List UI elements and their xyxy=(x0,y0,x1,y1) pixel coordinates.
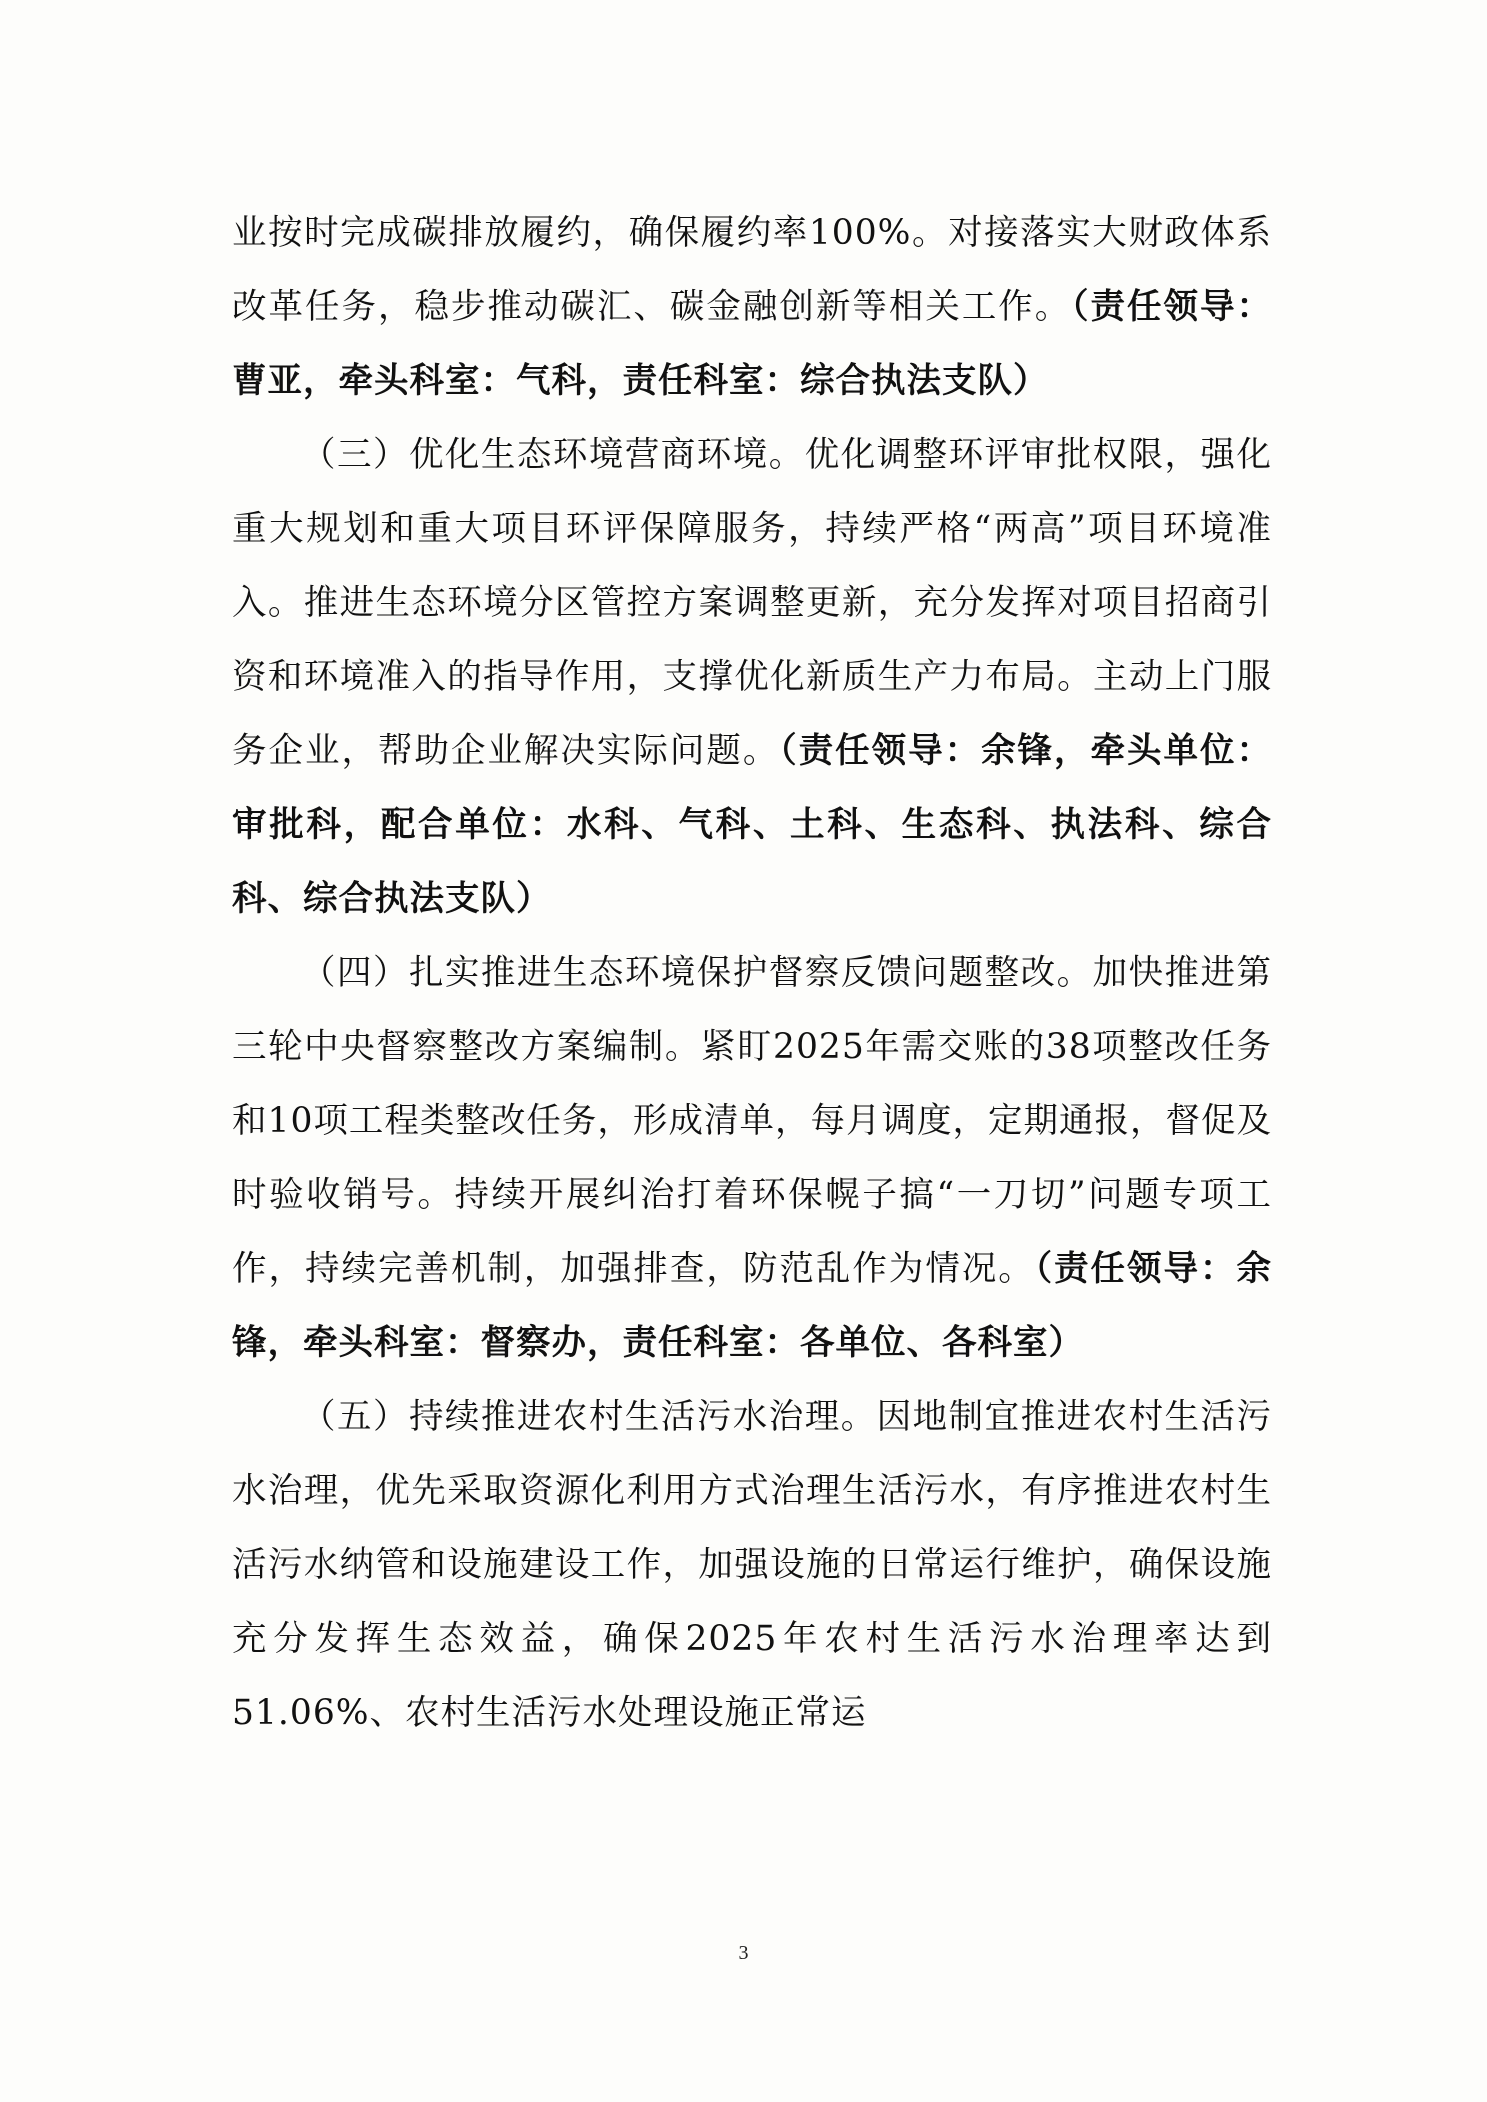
text-segment: 因地制宜推进农村生活污水治理，优先采取资源化利用方式治理生活污水，有序推进农村生活污水纳管和设施建设工作，加强设施的日常运行维护，确保设施充分发挥生态效益，确保2025年农村生活污水治理率达到51.06%、农村生活污水处理设施正常运 xyxy=(232,1397,1273,1733)
responsibility-note: （责任领导：余锋，牵头科室：督察办，责任科室：各单位、各科室） xyxy=(232,1249,1273,1363)
text-segment: 业按时完成碳排放履约，确保履约率100%。对接落实大财政体系改革任务，稳步推动碳汇、碳金融创新等相关工作。 xyxy=(232,213,1272,327)
responsibility-note: （责任领导：曹亚，牵头科室：气科，责任科室：综合执法支队） xyxy=(232,287,1273,401)
paragraph-carbon-compliance xyxy=(232,196,1272,418)
paragraph-inspection-rectification xyxy=(232,936,1272,1380)
section-heading: （四）扎实推进生态环境保护督察反馈问题整改。 xyxy=(301,953,1093,993)
document-body xyxy=(232,196,1272,1750)
text-segment: 优化调整环评审批权限，强化重大规划和重大项目环评保障服务，持续严格“两高”项目环境准入。推进生态环境分区管控方案调整更新，充分发挥对项目招商引资和环境准入的指导作用，支撑优化新质生产力布局。主动上门服务企业，帮助企业解决实际问题。 xyxy=(232,435,1273,771)
section-heading: （三）优化生态环境营商环境。 xyxy=(301,435,805,475)
section-heading: （五）持续推进农村生活污水治理。 xyxy=(301,1397,877,1437)
page-number: 3 xyxy=(738,1942,749,1964)
paragraph-rural-sewage xyxy=(232,1380,1272,1750)
responsibility-note: （责任领导：余锋，牵头单位：审批科，配合单位：水科、气科、土科、生态科、执法科、综合科、综合执法支队） xyxy=(232,731,1273,919)
text-segment: 加快推进第三轮中央督察整改方案编制。紧盯2025年需交账的38项整改任务和10项工程类整改任务，形成清单，每月调度，定期通报，督促及时验收销号。持续开展纠治打着环保幌子搞“一刀切”问题专项工作，持续完善机制，加强排查，防范乱作为情况。 xyxy=(232,953,1273,1289)
paragraph-business-environment xyxy=(232,418,1272,936)
